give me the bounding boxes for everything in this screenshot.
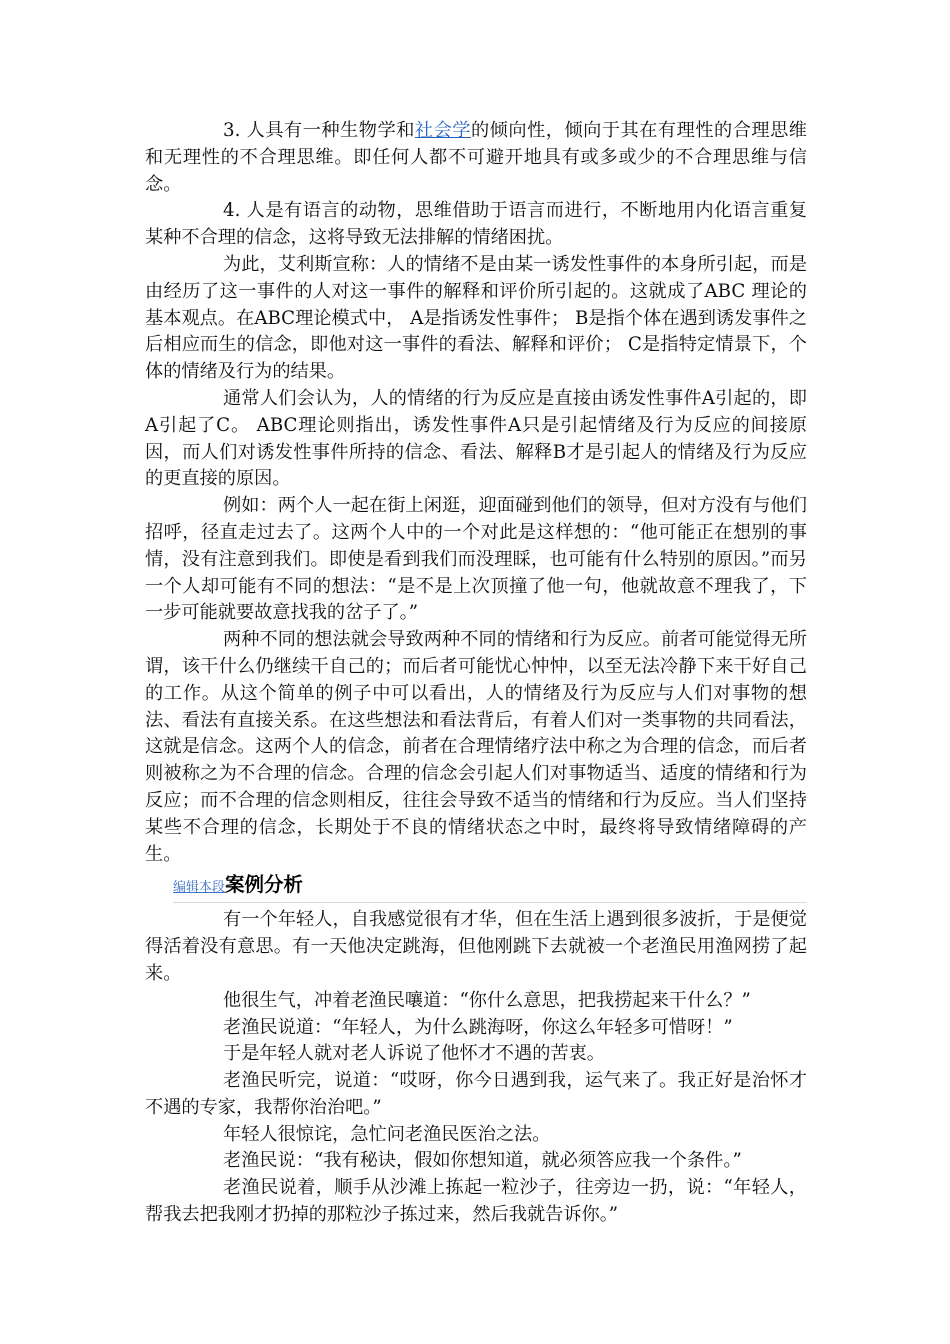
section-heading bbox=[145, 868, 807, 902]
document-body bbox=[145, 118, 807, 1229]
paragraph: 于是年轻人就对老人诉说了他怀才不遇的苦衷。 bbox=[223, 1043, 605, 1065]
paragraph: 他很生气，冲着老渔民嚷道：“你什么意思，把我捞起来干什么？” bbox=[223, 989, 751, 1011]
paragraph: 为此，艾利斯宣称：人的情绪不是由某一诱发性事件的本身所引起，而是由经历了这一事件的人对这一事件的解释和评价所引起的。这就成了ABC 理论的基本观点。在ABC理论模式中， A是指诱发性事件； B是指个体在遇到诱发事件之后相应而生的信念，即他对这一事件的看法、解释和评价； C是指特定情景下，个体的情绪及行为的结果。 bbox=[145, 253, 807, 383]
paragraph-text: 的倾向性，倾向于其在有理性的合理思维和无理性的不合理思维。即任何人都不可避开地具有或多或少的不合理思维与信念。 bbox=[145, 120, 807, 195]
paragraph: 年轻人很惊诧，急忙问老渔民医治之法。 bbox=[223, 1123, 551, 1145]
case-story bbox=[145, 907, 807, 1229]
paragraph: 老渔民说道：“年轻人，为什么跳海呀，你这么年轻多可惜呀！” bbox=[223, 1016, 733, 1038]
paragraph-text: 3. 人具有一种生物学和 bbox=[223, 120, 415, 141]
paragraph: 老渔民听完，说道：“哎呀，你今日遇到我，运气来了。我正好是治怀才不遇的专家，我帮你治治吧。” bbox=[145, 1070, 807, 1118]
paragraph: 有一个年轻人，自我感觉很有才华，但在生活上遇到很多波折，于是便觉得活着没有意思。有一天他决定跳海，但他刚跳下去就被一个老渔民用渔网捞了起来。 bbox=[145, 909, 807, 984]
sociology-link[interactable]: 社会学 bbox=[414, 120, 471, 141]
paragraph: 例如：两个人一起在街上闲逛，迎面碰到他们的领导，但对方没有与他们招呼，径直走过去了。这两个人中的一个对此是这样想的：“他可能正在想别的事情，没有注意到我们。即使是看到我们而没理睬，也可能有什么特别的原因。”而另一个人却可能有不同的想法：“是不是上次顶撞了他一句，他就故意不理我了，下一步可能就要故意找我的岔子了。” bbox=[145, 495, 807, 624]
section-divider bbox=[173, 902, 807, 903]
paragraph: 老渔民说：“我有秘诀，假如你想知道，就必须答应我一个条件。” bbox=[223, 1150, 742, 1172]
paragraph: 两种不同的想法就会导致两种不同的情绪和行为反应。前者可能觉得无所谓，该干什么仍继续干自己的；而后者可能忧心忡忡，以至无法冷静下来干好自己的工作。从这个简单的例子中可以看出，人的情绪及行为反应与人们对事物的想法、看法有直接关系。在这些想法和看法背后，有着人们对一类事物的共同看法，这就是信念。这两个人的信念，前者在合理情绪疗法中称之为合理的信念，而后者则被称之为不合理的信念。合理的信念会引起人们对事物适当、适度的情绪和行为反应；而不合理的信念则相反，往往会导致不适当的情绪和行为反应。当人们坚持某些不合理的信念，长期处于不良的情绪状态之中时，最终将导致情绪障碍的产生。 bbox=[145, 629, 807, 865]
paragraph: 4. 人是有语言的动物，思维借助于语言而进行，不断地用内化语言重复某种不合理的信念，这将导致无法排解的情绪困扰。 bbox=[145, 200, 807, 249]
paragraph bbox=[145, 118, 807, 198]
edit-section-link[interactable]: 编辑本段 bbox=[173, 880, 226, 896]
paragraph: 老渔民说着，顺手从沙滩上拣起一粒沙子，往旁边一扔，说：“年轻人，帮我去把我刚才扔掉的那粒沙子拣过来，然后我就告诉你。” bbox=[145, 1177, 807, 1226]
paragraph: 通常人们会认为，人的情绪的行为反应是直接由诱发性事件A引起的，即A引起了C。 ABC理论则指出，诱发性事件A只是引起情绪及行为反应的间接原因，而人们对诱发性事件所持的信念、看法、解释B才是引起人的情绪及行为反应的更直接的原因。 bbox=[145, 387, 807, 490]
section-title: 案例分析 bbox=[225, 873, 304, 897]
